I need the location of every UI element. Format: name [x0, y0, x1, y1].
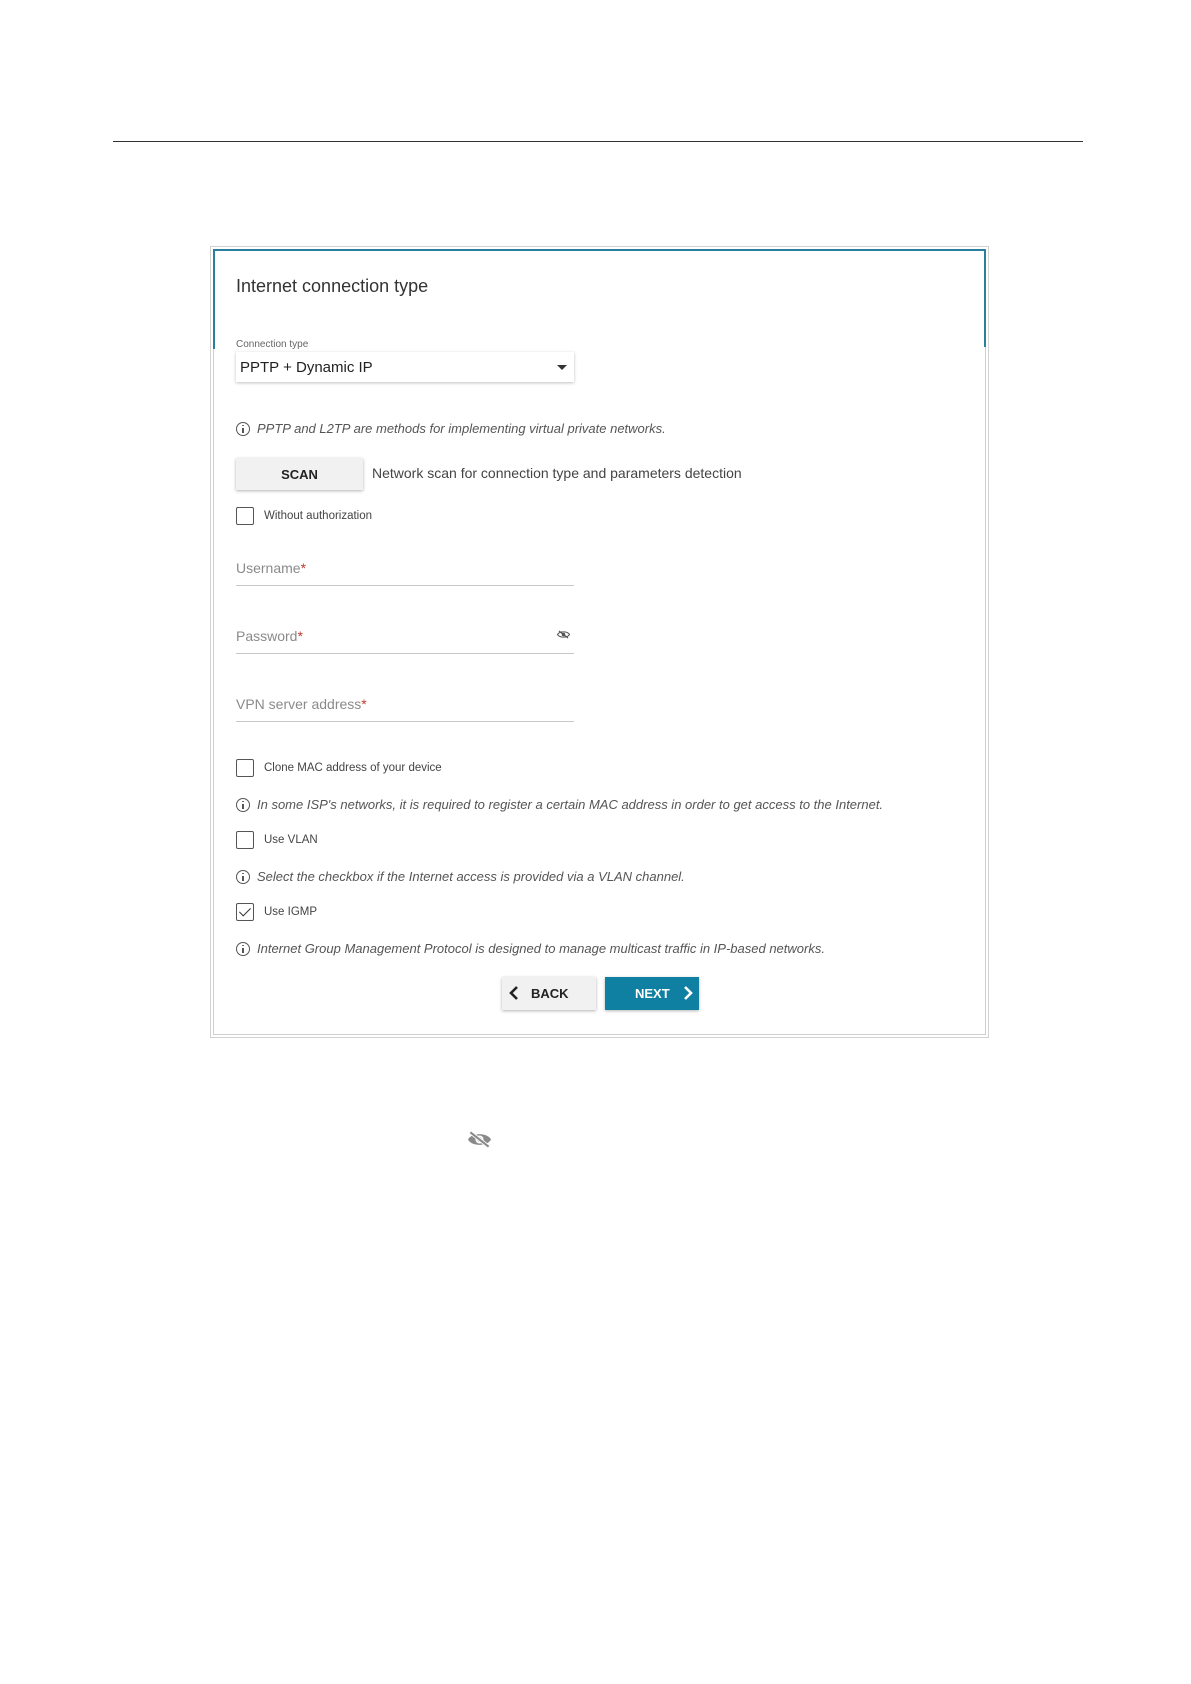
use-igmp-checkbox[interactable]: [236, 903, 254, 921]
without-authorization-label: Without authorization: [264, 510, 373, 522]
info-pptp: [236, 421, 666, 436]
use-vlan-label: Use VLAN: [264, 834, 318, 846]
info-vlan-text: Select the checkbox if the Internet access is provided via a VLAN channel.: [257, 869, 685, 884]
scan-button[interactable]: SCAN: [236, 458, 363, 490]
next-button[interactable]: [605, 977, 699, 1010]
info-icon: [236, 870, 250, 884]
info-mac: [236, 797, 883, 812]
panel-accent-right: [984, 249, 986, 347]
clone-mac-label: Clone MAC address of your device: [264, 762, 442, 774]
connection-type-label: Connection type: [236, 339, 309, 350]
page-header-rule: [113, 141, 1083, 142]
eye-off-icon: [467, 1130, 492, 1149]
vpn-server-label: VPN server address*: [236, 696, 367, 712]
clone-mac-checkbox[interactable]: [236, 759, 254, 777]
eye-off-icon[interactable]: [557, 630, 570, 639]
use-igmp-row[interactable]: [236, 903, 317, 921]
username-field[interactable]: [236, 554, 574, 586]
use-vlan-row[interactable]: [236, 831, 318, 849]
password-label: Password*: [236, 628, 303, 644]
connection-type-select[interactable]: [236, 352, 574, 382]
scan-description: Network scan for connection type and parameters detection: [372, 465, 742, 481]
vpn-server-field[interactable]: [236, 690, 574, 722]
info-icon: [236, 798, 250, 812]
info-vlan: [236, 869, 685, 884]
info-icon: [236, 422, 250, 436]
info-pptp-text: PPTP and L2TP are methods for implementing virtual private networks.: [257, 421, 666, 436]
back-button-label: BACK: [531, 986, 569, 1001]
next-button-label: NEXT: [635, 986, 670, 1001]
info-igmp: [236, 941, 825, 956]
caret-down-icon: [557, 365, 567, 370]
without-authorization-checkbox[interactable]: [236, 507, 254, 525]
connection-type-value: PPTP + Dynamic IP: [240, 359, 373, 376]
back-button[interactable]: [502, 977, 596, 1010]
chevron-left-icon: [506, 985, 522, 1001]
panel-accent-top: [213, 249, 986, 251]
clone-mac-row[interactable]: [236, 759, 442, 777]
info-igmp-text: Internet Group Management Protocol is designed to manage multicast traffic in IP-based networks.: [257, 941, 825, 956]
info-icon: [236, 942, 250, 956]
panel-title: Internet connection type: [236, 276, 429, 296]
chevron-right-icon: [680, 985, 696, 1001]
panel-accent-left: [213, 249, 215, 349]
without-authorization-row[interactable]: [236, 507, 372, 525]
use-vlan-checkbox[interactable]: [236, 831, 254, 849]
use-igmp-label: Use IGMP: [264, 906, 318, 918]
username-label: Username*: [236, 560, 307, 576]
info-mac-text: In some ISP's networks, it is required to register a certain MAC address in order to get access to the Internet.: [257, 797, 884, 812]
password-field[interactable]: [236, 622, 574, 654]
